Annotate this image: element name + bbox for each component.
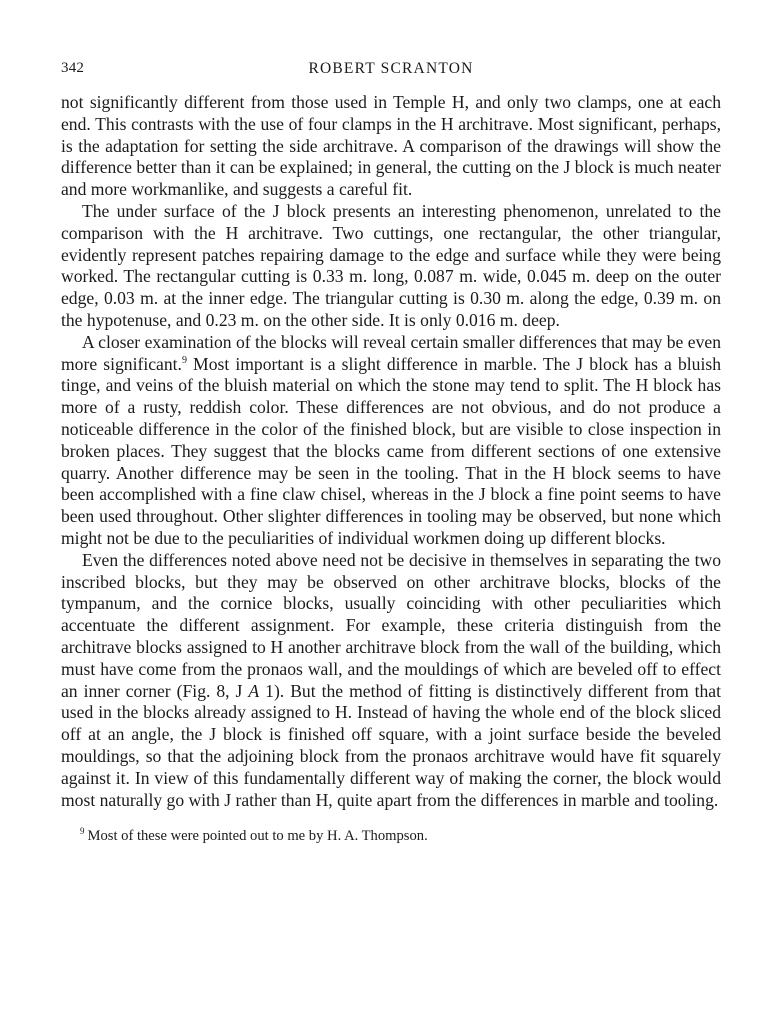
- paragraph-1: not significantly different from those used in Temple H, and only two clamps, one at each end. This contrasts with the use of four clamps in the H architrave. Most significant, perhaps, is the adaptation for setting the side architrave. A comparison of the drawings will show the difference better than it can be explained; in general, the cutting on the J block is much neater and more workmanlike, and suggests a careful fit.: [61, 92, 721, 200]
- footnote-reference[interactable]: 9: [181, 354, 187, 366]
- paragraph-4-text-before-italic: Even the differences noted above need not be decisive in themselves in separating the two inscribed blocks, but they may be observed on other architrave blocks, blocks of the tympanum, and the cornice blocks, usually coinciding with other peculiarities which accentuate the different assignment. For example, these criteria distinguish from the architrave blocks assigned to H another architrave block from the wall of the building, which must have come from the pronaos wall, and the mouldings of which are beveled off to effect an inner corner (Fig. 8, J: [61, 549, 721, 701]
- paragraph-3: [61, 332, 721, 550]
- book-page: [61, 57, 721, 845]
- running-head: [61, 57, 721, 81]
- page-number: 342: [61, 60, 85, 76]
- running-title: ROBERT SCRANTON: [308, 60, 474, 77]
- paragraph-4: [61, 550, 721, 812]
- footnote-mark: 9: [80, 826, 85, 837]
- body-text: [61, 92, 721, 811]
- paragraph-4-text-after-italic: 1). But the method of fitting is distinctively different from that used in the blocks already assigned to H. Instead of having the whole end of the block sliced off at an angle, the J block is finished off square, with a joint surface beside the beveled mouldings, so that the adjoining block from the pronaos architrave would have fit squarely against it. In view of this fundamentally different way of making the corner, the block would most naturally go with J rather than H, quite apart from the differences in marble and tooling.: [61, 680, 721, 810]
- paragraph-2: The under surface of the J block presents an interesting phenomenon, unrelated to the comparison with the H architrave. Two cuttings, one rectangular, the other triangular, evidently represent patches repairing damage to the edge and surface while they were being worked. The rectangular cutting is 0.33 m. long, 0.087 m. wide, 0.045 m. deep on the outer edge, 0.03 m. at the inner edge. The triangular cutting is 0.30 m. along the edge, 0.39 m. on the hypotenuse, and 0.23 m. on the other side. It is only 0.016 m. deep.: [61, 200, 721, 330]
- footnote: [80, 827, 721, 845]
- footnote-text: Most of these were pointed out to me by H. A. Thompson.: [87, 828, 428, 845]
- paragraph-3-text-after-ref: Most important is a slight difference in marble. The J block has a bluish tinge, and veins of the bluish material on which the stone may tend to split. The H block has more of a rusty, reddish color. These differences are not obvious, and do not produce a noticeable difference in the color of the finished block, but are visible to close inspection in broken places. They suggest that the blocks came from different sections of one extensive quarry. Another difference may be seen in the tooling. That in the H block seems to have been accomplished with a fine claw chisel, whereas in the J block a fine point seems to have been used throughout. Other slighter differences in tooling may be observed, but none which might not be due to the peculiarities of individual workmen doing up different blocks.: [61, 353, 721, 548]
- paragraph-4-italic-letter: A: [248, 680, 260, 701]
- paragraph-3-text-before-ref: A closer examination of the blocks will reveal certain smaller differences that may be even more significant.: [61, 331, 721, 374]
